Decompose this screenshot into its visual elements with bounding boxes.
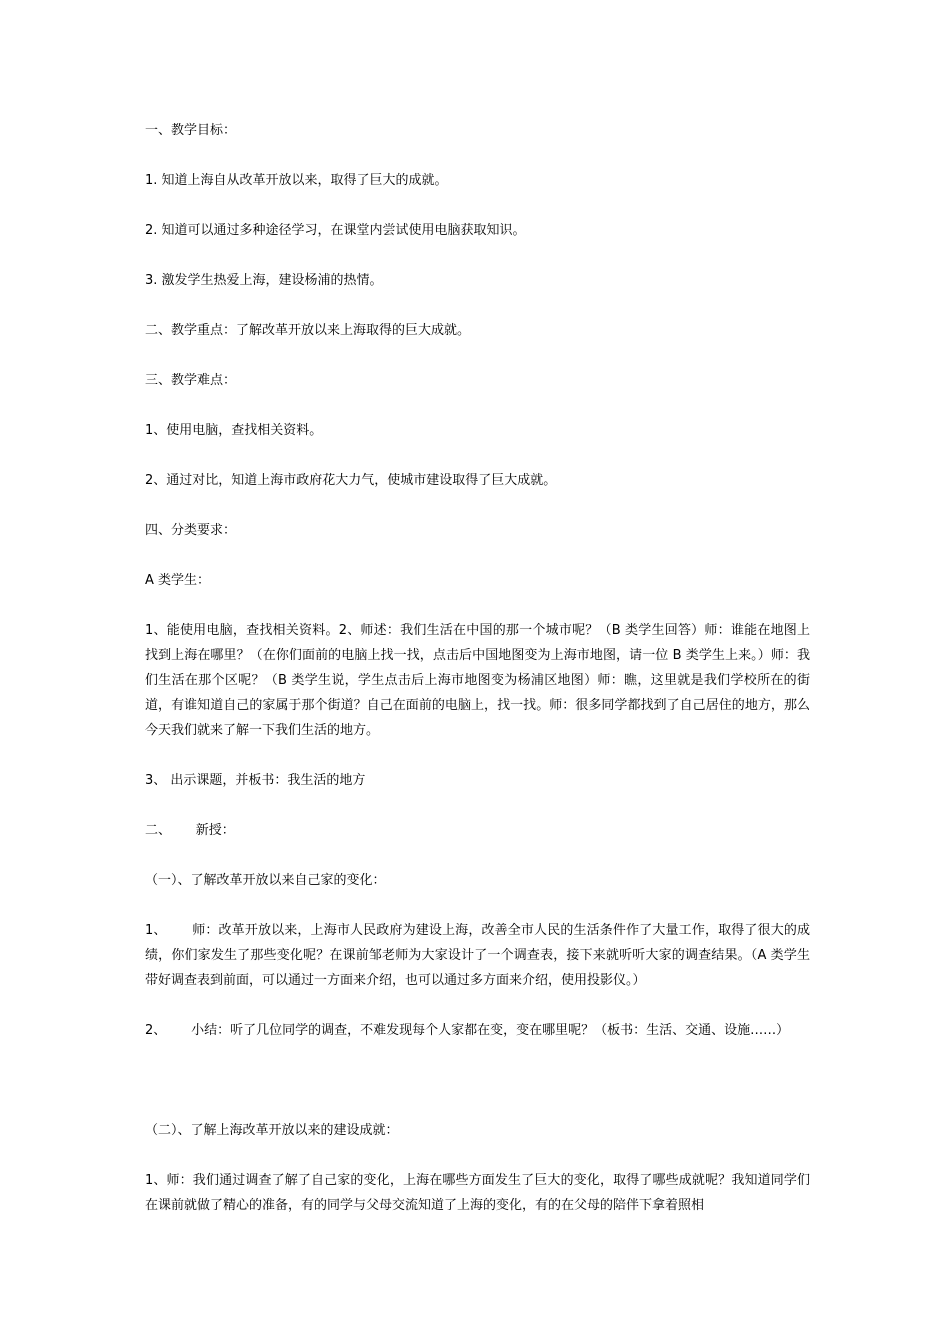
section-heading-new-lesson: 二、 新授： xyxy=(145,823,235,838)
difficulty-item-1: 1、使用电脑，查找相关资料。 xyxy=(145,423,323,438)
section-heading-objectives: 一、教学目标： xyxy=(145,123,237,138)
subsection-heading-shanghai-achievements: （二）、了解上海改革开放以来的建设成就： xyxy=(145,1123,399,1138)
shanghai-achievements-item-1: 1、师：我们通过调查了解了自己家的变化，上海在哪些方面发生了巨大的变化，取得了哪些成就呢？我知道同学们在课前就做了精心的准备，有的同学与父母交流知道了上海的变化，有的在父母的陪伴下拿着照相 xyxy=(145,1173,810,1213)
section-heading-difficulties: 三、教学难点： xyxy=(145,373,237,388)
class-a-paragraph: 1、能使用电脑，查找相关资料。2、师述：我们生活在中国的那一个城市呢？（B 类学生回答）师：谁能在地图上找到上海在哪里？（在你们面前的电脑上找一找，点击后中国地图变为上海市地图，请一位 B 类学生上来。）师：我们生活在那个区呢？（B 类学生说，学生点击后上海市地图变为杨浦区地图）师：瞧，这里就是我们学校所在的街道，有谁知道自己的家属于那个街道？自己在面前的电脑上，找一找。师：很多同学都找到了自己居住的地方，那么今天我们就来了解一下我们生活的地方。 xyxy=(145,623,810,738)
subsection-heading-family-changes: （一）、了解改革开放以来自己家的变化： xyxy=(145,873,386,888)
section-heading-key-points: 二、教学重点：了解改革开放以来上海取得的巨大成就。 xyxy=(145,323,471,338)
objective-item-2: 2. 知道可以通过多种途径学习，在课堂内尝试使用电脑获取知识。 xyxy=(145,223,526,238)
document-body xyxy=(145,118,810,1218)
objective-item-1: 1. 知道上海自从改革开放以来，取得了巨大的成就。 xyxy=(145,173,448,188)
difficulty-item-2: 2、通过对比，知道上海市政府花大力气，使城市建设取得了巨大成就。 xyxy=(145,473,557,488)
class-a-heading: A 类学生： xyxy=(145,573,211,588)
section-heading-classification: 四、分类要求： xyxy=(145,523,237,538)
show-topic-paragraph: 3、 出示课题，并板书：我生活的地方 xyxy=(145,773,366,788)
objective-item-3: 3. 激发学生热爱上海，建设杨浦的热情。 xyxy=(145,273,383,288)
family-changes-item-2: 2、 小结：听了几位同学的调查，不难发现每个人家都在变，变在哪里呢？（板书：生活、交通、设施……） xyxy=(145,1023,790,1038)
family-changes-item-1: 1、 师：改革开放以来，上海市人民政府为建设上海，改善全市人民的生活条件作了大量工作，取得了很大的成绩，你们家发生了那些变化呢？在课前邹老师为大家设计了一个调查表，接下来就听听大家的调查结果。（A 类学生带好调查表到前面，可以通过一方面来介绍，也可以通过多方面来介绍，使用投影仪。） xyxy=(145,923,810,988)
